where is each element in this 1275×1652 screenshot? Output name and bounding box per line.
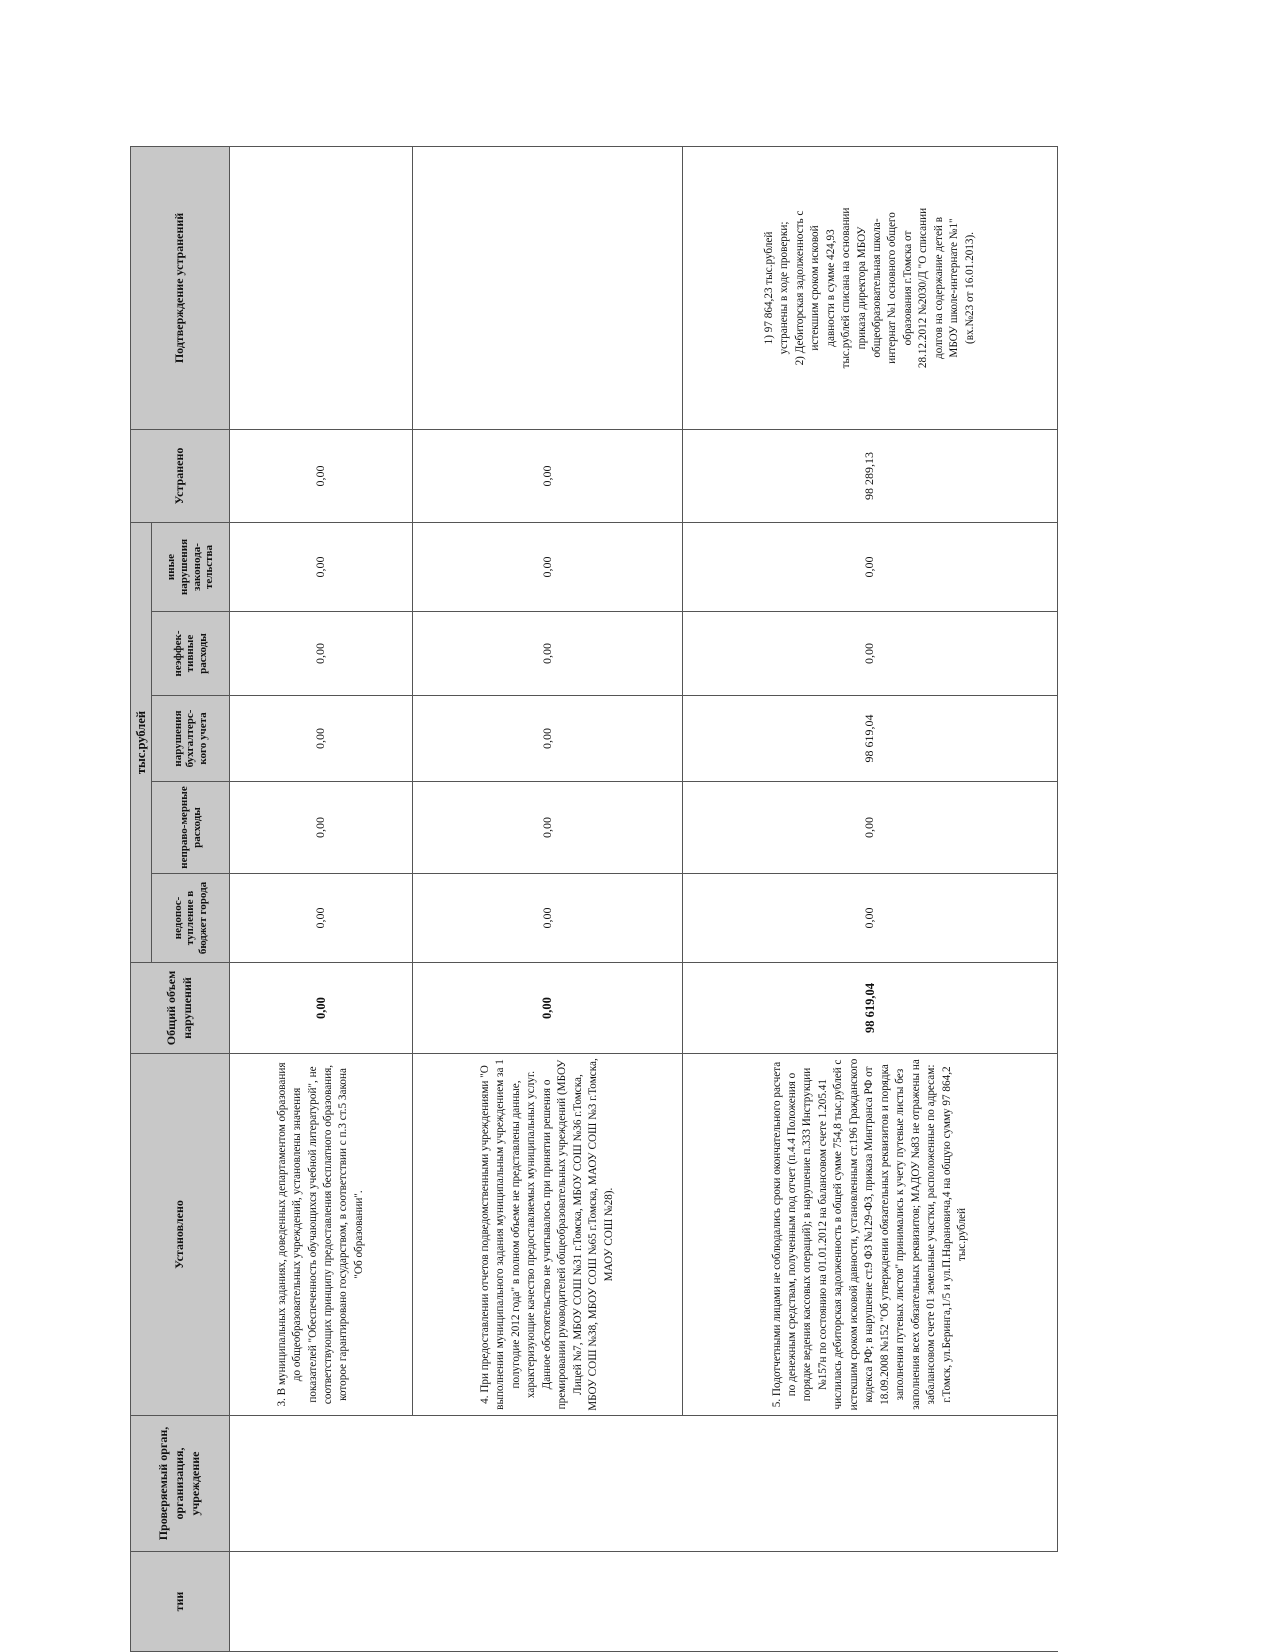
- header-audited-body: Проверяемый орган, организация, учреждение: [131, 1416, 230, 1552]
- unlawful-expenses-cell: 0,00: [230, 782, 413, 874]
- confirmation-cell: [230, 146, 413, 429]
- budget-shortfall-cell: 0,00: [230, 874, 413, 963]
- other-violations-cell: 0,00: [230, 522, 413, 611]
- confirmation-line: (вх.№23 от 16.01.2013).: [963, 231, 976, 345]
- total-cell: 0,00: [230, 963, 413, 1054]
- accounting-violations-cell: 98 619,04: [683, 696, 1058, 782]
- header-established: Установлено: [131, 1054, 230, 1416]
- confirmation-line: давности в сумме 424,93: [824, 229, 837, 347]
- confirmation-cell: [683, 146, 1058, 429]
- confirmation-line: истекшим сроком исковой: [809, 225, 822, 351]
- other-violations-cell: 0,00: [683, 522, 1058, 611]
- total-cell: 98 619,04: [683, 963, 1058, 1054]
- rotated-page: [130, 147, 1062, 1652]
- budget-shortfall-cell: 0,00: [413, 874, 683, 963]
- confirmation-line: 1) 97 864,23 тыс.рублей: [762, 231, 775, 345]
- confirmation-line: 2) Дебиторская задолженность с: [793, 210, 806, 366]
- confirmation-line: 28.12.2012 №2030/Д "О списании: [917, 207, 930, 369]
- inefficient-expenses-cell: 0,00: [683, 612, 1058, 696]
- established-text: 3. В муниципальных заданиях, доведенных департаментом образования до общеобразовательных учреждений, установлены значения показателей "Обеспеченность обучающихся учебной литературой", не соответствующих принципу предоставления бесплатного образования, которое гарантировано государством, в соответствии с п.3 ст.5 Закона "Об образовании".: [275, 1062, 365, 1407]
- total-cell: 0,00: [413, 963, 683, 1054]
- confirmation-line: образования г.Томска от: [901, 230, 914, 346]
- confirmation-line: общеобразовательная школа-: [871, 218, 883, 358]
- partial-column-cell: [230, 1552, 1058, 1652]
- accounting-violations-cell: 0,00: [413, 696, 683, 782]
- budget-shortfall-cell: 0,00: [683, 874, 1058, 963]
- eliminated-cell: 0,00: [413, 429, 683, 522]
- confirmation-line: интернат №1 основного общего: [886, 212, 899, 364]
- confirmation-line: долгов на содержание детей в: [932, 217, 945, 359]
- header-units-group: тыс.рублей: [131, 522, 152, 962]
- inefficient-expenses-cell: 0,00: [230, 612, 413, 696]
- header-other-violations: иные нарушения законода-тельства: [152, 522, 230, 611]
- header-budget-shortfall: недопос-тупление в бюджет города: [152, 874, 230, 963]
- eliminated-cell: 0,00: [230, 429, 413, 522]
- header-accounting-violations: нарушения бухгалтерс-кого учета: [152, 696, 230, 782]
- header-unlawful-expenses: неправо-мерные расходы: [152, 782, 230, 874]
- audited-body-cell: [230, 1416, 1058, 1552]
- violations-table: [130, 146, 1058, 1652]
- confirmation-line: приказа директора МБОУ: [855, 226, 868, 350]
- header-partial-column: тии: [131, 1552, 230, 1652]
- header-inefficient-expenses: неэффек-тивные расходы: [152, 612, 230, 696]
- confirmation-line: устранены в ходе проверки;: [778, 221, 791, 355]
- established-cell: [413, 1054, 683, 1416]
- established-cell: [230, 1054, 413, 1416]
- established-text: 4. При предоставлении отчетов подведомственными учреждениями "О выполнении муниципального задания муниципальным учреждением за 1 полугодие 2012 года" в полном объеме не представлены данные, характеризующие качество предоставляемых муниципальных услуг. Данное обстоятельство не учитывалось при принятии решения о премировании руководителей общеобразовательных учреждений (МБОУ Лицей №7, МБОУ СОШ №31 г.Томска, МБОУ СОШ №36 г.Томска, МБОУ СОШ №38, МБОУ СОШ №65 г.Томска, МАОУ СОШ №3 г.Томска, МАОУ СОШ №28).: [478, 1058, 615, 1411]
- header-confirmation: Подтверждение устранений: [131, 146, 230, 429]
- unlawful-expenses-cell: 0,00: [413, 782, 683, 874]
- confirmation-line: тыс.рублей списана на основании: [840, 207, 853, 369]
- established-cell: [683, 1054, 1058, 1416]
- accounting-violations-cell: 0,00: [230, 696, 413, 782]
- eliminated-cell: 98 289,13: [683, 429, 1058, 522]
- other-violations-cell: 0,00: [413, 522, 683, 611]
- table-row: [230, 146, 413, 1651]
- confirmation-cell: [413, 146, 683, 429]
- header-eliminated: Устранено: [131, 429, 230, 522]
- unlawful-expenses-cell: 0,00: [683, 782, 1058, 874]
- inefficient-expenses-cell: 0,00: [413, 612, 683, 696]
- confirmation-line: МБОУ школе-интернате №1": [948, 218, 961, 358]
- header-total-violations: Общий объем нарушений: [131, 963, 230, 1054]
- established-text: 5. Подотчетными лицами не соблюдались сроки окончательного расчета по денежным средствам, полученным под отчет (п.4.4 Положения о порядке ведения кассовых операций); в нарушение п.333 Инструкции №157н по состоянию на 01.01.2012 на балансовом счете 1.205.41 числилась дебиторская задолженность в общей сумме 754,8 тыс.рублей с истекшим сроком исковой давности, установленным ст.196 Гражданского кодекса РФ; в нарушение ст.9 ФЗ №129-ФЗ, приказа Минтранса РФ от 18.09.2008 №152 "Об утверждении обязательных реквизитов и порядка заполнения путевых листов" принимались к учету путевые листы без заполнения всех обязательных реквизитов; МАДОУ №83 не отражены на забалансовом счете 01 земельные участки, расположенные по адресам: г.Томск, ул.Беринга,1/5 и ул.П.Нарановича,4 на общую сумму 97 864,2 тыс.рублей: [770, 1058, 968, 1411]
